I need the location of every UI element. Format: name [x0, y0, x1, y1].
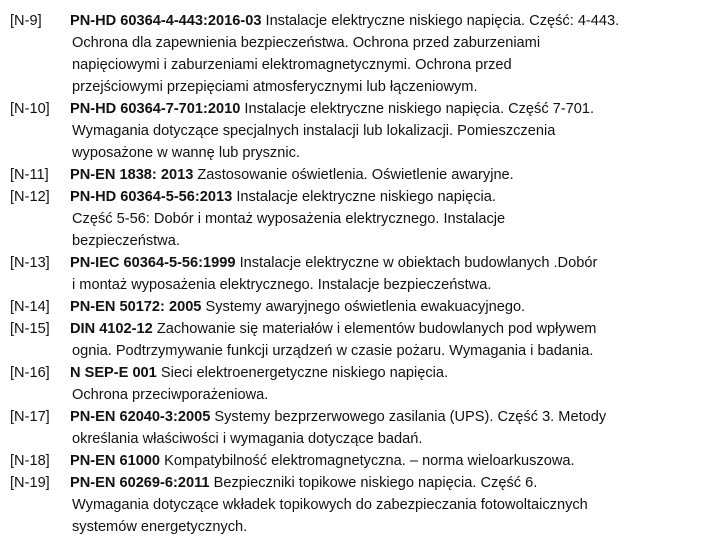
- reference-line: [70, 208, 710, 230]
- reference-entry: [70, 164, 710, 186]
- reference-entry: [70, 10, 710, 98]
- reference-line: [70, 318, 710, 340]
- reference-line: [70, 296, 710, 318]
- reference-line: [70, 186, 710, 208]
- reference-entry: [70, 98, 710, 164]
- reference-text: wyposażone w wannę lub prysznic.: [72, 145, 300, 161]
- standard-code: PN-IEC 60364-5-56:1999: [70, 255, 236, 271]
- reference-line: [70, 10, 710, 32]
- reference-text: Instalacje elektryczne niskiego napięcia.: [236, 189, 496, 205]
- reference-text: Zastosowanie oświetlenia. Oświetlenie awaryjne.: [197, 167, 514, 183]
- standard-code: PN-HD 60364-5-56:2013: [70, 189, 233, 205]
- reference-line: [70, 120, 710, 142]
- reference-line: [70, 384, 710, 406]
- reference-line: [70, 406, 710, 428]
- reference-entry: [70, 296, 710, 318]
- reference-text: Część 5-56: Dobór i montaż wyposażenia elektrycznego. Instalacje: [72, 211, 506, 227]
- reference-text: Bezpieczniki topikowe niskiego napięcia. Część 6.: [213, 475, 538, 491]
- reference-number: [N-16]: [10, 365, 50, 381]
- reference-text: Systemy bezprzerwowego zasilania (UPS). Część 3. Metody: [214, 409, 607, 425]
- reference-number: [N-14]: [10, 299, 50, 315]
- reference-text: systemów energetycznych.: [72, 519, 248, 535]
- reference-line: [70, 164, 710, 186]
- reference-number: [N-11]: [10, 167, 49, 183]
- reference-text: Ochrona przeciwporażeniowa.: [72, 387, 269, 403]
- reference-text: napięciowymi i zaburzeniami elektromagnetycznymi. Ochrona przed: [72, 57, 512, 73]
- reference-number: [N-9]: [10, 13, 42, 29]
- reference-text: określania właściwości i wymagania dotyczące badań.: [72, 431, 423, 447]
- reference-line: [70, 516, 710, 538]
- reference-text: Wymagania dotyczące wkładek topikowych do zabezpieczania fotowoltaicznych: [72, 497, 588, 513]
- standard-code: PN-EN 62040-3:2005: [70, 409, 211, 425]
- reference-line: [70, 230, 710, 252]
- reference-entry: [70, 318, 710, 362]
- reference-entry: [70, 362, 710, 406]
- reference-line: [70, 428, 710, 450]
- reference-line: [70, 252, 710, 274]
- reference-line: [70, 340, 710, 362]
- reference-line: [70, 362, 710, 384]
- reference-line: [70, 450, 710, 472]
- standard-code: PN-HD 60364-7-701:2010: [70, 101, 241, 117]
- reference-text: Instalacje elektryczne niskiego napięcia. Część: 4-443.: [265, 13, 620, 29]
- reference-number: [N-18]: [10, 453, 50, 469]
- reference-number: [N-17]: [10, 409, 50, 425]
- reference-number: [N-15]: [10, 321, 50, 337]
- standard-code: PN-EN 1838: 2013: [70, 167, 194, 183]
- reference-line: [70, 54, 710, 76]
- standard-code: N SEP-E 001: [70, 365, 157, 381]
- reference-line: [70, 98, 710, 120]
- reference-number: [N-13]: [10, 255, 50, 271]
- reference-line: [70, 142, 710, 164]
- reference-text: ognia. Podtrzymywanie funkcji urządzeń w czasie pożaru. Wymagania i badania.: [72, 343, 594, 359]
- reference-line: [70, 472, 710, 494]
- reference-text: Kompatybilność elektromagnetyczna. – norma wieloarkuszowa.: [164, 453, 575, 469]
- reference-text: Ochrona dla zapewnienia bezpieczeństwa. Ochrona przed zaburzeniami: [72, 35, 541, 51]
- reference-line: [70, 76, 710, 98]
- standard-code: PN-EN 50172: 2005: [70, 299, 202, 315]
- reference-number: [N-12]: [10, 189, 50, 205]
- reference-text: Sieci elektroenergetyczne niskiego napięcia.: [160, 365, 449, 381]
- reference-entry: [70, 472, 710, 538]
- reference-entry: [70, 450, 710, 472]
- reference-text: Instalacje elektryczne w obiektach budowlanych .Dobór: [239, 255, 598, 271]
- reference-line: [70, 274, 710, 296]
- standard-code: PN-EN 61000: [70, 453, 161, 469]
- reference-entry: [70, 252, 710, 296]
- reference-line: [70, 494, 710, 516]
- reference-text: przejściowymi przepięciami atmosferycznymi lub łączeniowym.: [72, 79, 478, 95]
- reference-entry: [70, 186, 710, 252]
- reference-line: [70, 32, 710, 54]
- standard-code: PN-EN 60269-6:2011: [70, 475, 210, 491]
- standard-code: DIN 4102-12: [70, 321, 153, 337]
- standard-code: PN-HD 60364-4-443:2016-03: [70, 13, 262, 29]
- reference-number: [N-10]: [10, 101, 50, 117]
- reference-text: Instalacje elektryczne niskiego napięcia. Część 7-701.: [244, 101, 595, 117]
- reference-number: [N-19]: [10, 475, 50, 491]
- reference-text: bezpieczeństwa.: [72, 233, 180, 249]
- reference-text: Wymagania dotyczące specjalnych instalacji lub lokalizacji. Pomieszczenia: [72, 123, 556, 139]
- reference-text: i montaż wyposażenia elektrycznego. Instalacje bezpieczeństwa.: [72, 277, 492, 293]
- reference-entry: [70, 406, 710, 450]
- reference-text: Zachowanie się materiałów i elementów budowlanych pod wpływem: [156, 321, 597, 337]
- reference-text: Systemy awaryjnego oświetlenia ewakuacyjnego.: [205, 299, 526, 315]
